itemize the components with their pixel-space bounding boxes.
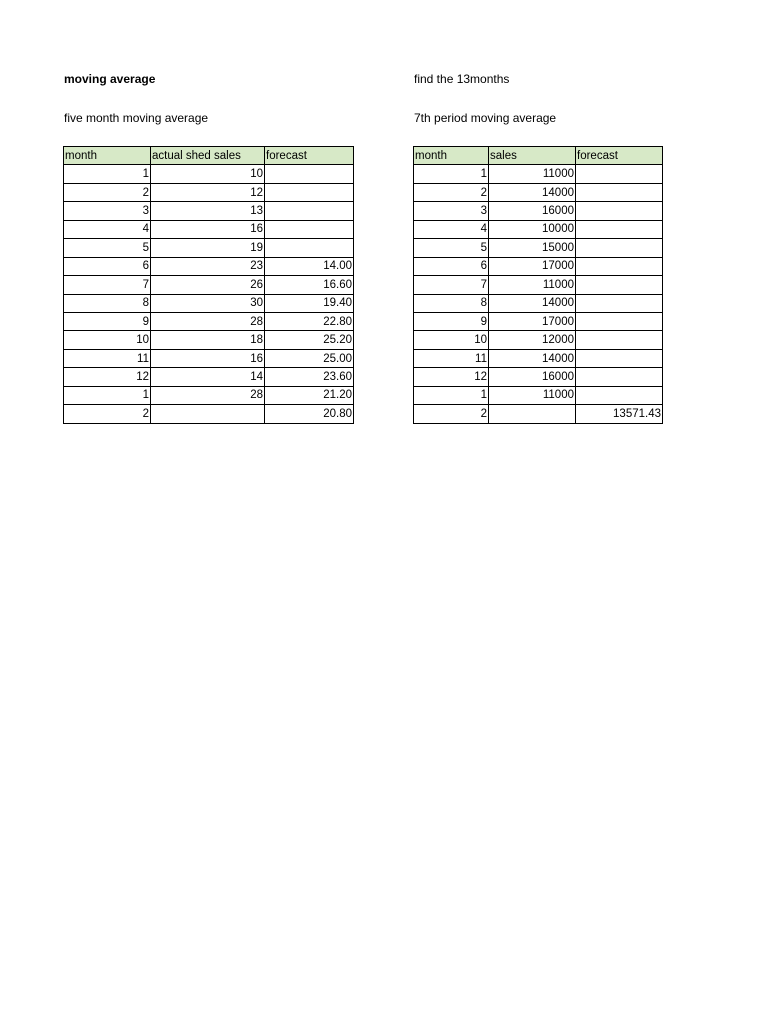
table-cell: 21.20 [265, 386, 354, 404]
table-cell: 13571.43 [576, 405, 663, 423]
table-cell [576, 220, 663, 238]
table-cell: 3 [414, 202, 489, 220]
table-cell [151, 405, 265, 423]
table-cell: 8 [64, 294, 151, 312]
column-header: forecast [265, 147, 354, 165]
table-cell: 2 [64, 183, 151, 201]
table-cell: 19.40 [265, 294, 354, 312]
table-row [414, 239, 663, 257]
table-cell: 9 [64, 312, 151, 330]
table-cell: 15000 [489, 239, 576, 257]
column-header: month [414, 147, 489, 165]
table-row [64, 312, 354, 330]
table-cell [265, 239, 354, 257]
table-row [414, 312, 663, 330]
table-row [64, 368, 354, 386]
table-row [64, 202, 354, 220]
table-row [64, 331, 354, 349]
table-row [64, 276, 354, 294]
table-cell: 4 [414, 220, 489, 238]
table-cell [576, 368, 663, 386]
table-cell: 23 [151, 257, 265, 275]
table-cell: 28 [151, 312, 265, 330]
table-cell: 5 [64, 239, 151, 257]
table-cell: 16.60 [265, 276, 354, 294]
table-cell: 16000 [489, 202, 576, 220]
table-cell: 8 [414, 294, 489, 312]
table-cell: 26 [151, 276, 265, 294]
seven-period-moving-average-table [413, 146, 663, 424]
right-subtitle: 7th period moving average [414, 111, 557, 125]
table-cell: 10000 [489, 220, 576, 238]
table-row [414, 276, 663, 294]
table-row [414, 202, 663, 220]
table-cell: 14000 [489, 349, 576, 367]
table-cell [576, 276, 663, 294]
table-cell [265, 183, 354, 201]
table-cell: 16 [151, 220, 265, 238]
table-cell: 20.80 [265, 405, 354, 423]
table-cell: 25.00 [265, 349, 354, 367]
table-cell: 5 [414, 239, 489, 257]
table-cell [576, 202, 663, 220]
table-cell [489, 405, 576, 423]
column-header: sales [489, 147, 576, 165]
table-cell: 16000 [489, 368, 576, 386]
table-cell: 14.00 [265, 257, 354, 275]
table-cell [265, 202, 354, 220]
table-row [414, 165, 663, 183]
table-row [414, 331, 663, 349]
table-row [64, 257, 354, 275]
table-cell: 11 [414, 349, 489, 367]
column-header: actual shed sales [151, 147, 265, 165]
left-subtitle: five month moving average [64, 111, 209, 125]
table-row [414, 368, 663, 386]
table-cell: 14 [151, 368, 265, 386]
table-cell: 11000 [489, 276, 576, 294]
table-cell: 6 [64, 257, 151, 275]
table-cell: 7 [414, 276, 489, 294]
table-cell: 10 [414, 331, 489, 349]
table-cell: 6 [414, 257, 489, 275]
table-cell: 1 [414, 386, 489, 404]
table-cell: 7 [64, 276, 151, 294]
table-row [64, 239, 354, 257]
table-cell: 14000 [489, 183, 576, 201]
table-row [414, 405, 663, 423]
table-cell: 3 [64, 202, 151, 220]
table-cell: 11 [64, 349, 151, 367]
table-cell: 19 [151, 239, 265, 257]
table-cell [576, 312, 663, 330]
table-cell: 17000 [489, 257, 576, 275]
table-cell: 13 [151, 202, 265, 220]
table-row [64, 220, 354, 238]
table-row [414, 349, 663, 367]
table-cell: 12 [414, 368, 489, 386]
table-cell: 22.80 [265, 312, 354, 330]
table-header-row [414, 147, 663, 165]
table-cell: 1 [414, 165, 489, 183]
right-title: find the 13months [414, 72, 510, 86]
table-row [64, 165, 354, 183]
table-row [64, 349, 354, 367]
five-month-moving-average-table [63, 146, 354, 424]
table-cell: 2 [64, 405, 151, 423]
table-row [414, 257, 663, 275]
table-row [414, 386, 663, 404]
table-cell: 10 [64, 331, 151, 349]
table-cell [576, 349, 663, 367]
table-row [414, 183, 663, 201]
table-cell: 28 [151, 386, 265, 404]
table-row [414, 294, 663, 312]
table-cell: 18 [151, 331, 265, 349]
table-cell: 1 [64, 386, 151, 404]
table-cell [265, 165, 354, 183]
left-title: moving average [64, 72, 156, 86]
table-cell: 16 [151, 349, 265, 367]
table-row [64, 405, 354, 423]
table-row [64, 386, 354, 404]
table-row [64, 183, 354, 201]
table-cell [576, 183, 663, 201]
table-cell [576, 386, 663, 404]
table-cell: 14000 [489, 294, 576, 312]
table-cell: 30 [151, 294, 265, 312]
table-cell: 23.60 [265, 368, 354, 386]
table-row [64, 294, 354, 312]
table-cell [576, 239, 663, 257]
column-header: forecast [576, 147, 663, 165]
table-cell: 4 [64, 220, 151, 238]
table-cell: 12 [151, 183, 265, 201]
table-cell: 12 [64, 368, 151, 386]
table-cell: 2 [414, 405, 489, 423]
table-cell: 10 [151, 165, 265, 183]
table-cell: 17000 [489, 312, 576, 330]
table-cell [265, 220, 354, 238]
table-cell: 2 [414, 183, 489, 201]
table-cell [576, 165, 663, 183]
table-cell: 11000 [489, 165, 576, 183]
table-cell: 25.20 [265, 331, 354, 349]
table-cell: 9 [414, 312, 489, 330]
table-cell: 1 [64, 165, 151, 183]
table-cell: 11000 [489, 386, 576, 404]
column-header: month [64, 147, 151, 165]
table-cell [576, 294, 663, 312]
table-row [414, 220, 663, 238]
table-cell [576, 257, 663, 275]
table-cell: 12000 [489, 331, 576, 349]
table-header-row [64, 147, 354, 165]
table-cell [576, 331, 663, 349]
